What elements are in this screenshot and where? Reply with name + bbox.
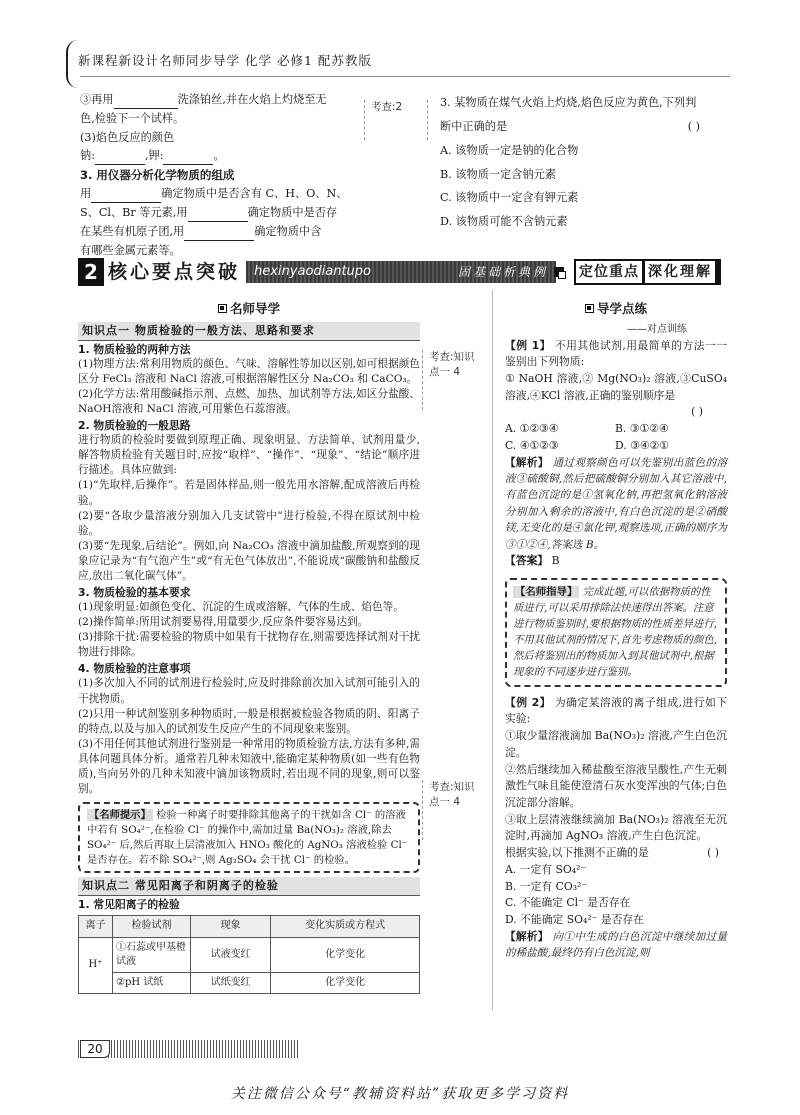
- answer-blank[interactable]: [114, 108, 178, 109]
- heading: 1. 常见阳离子的检验: [78, 898, 180, 912]
- option-d[interactable]: D. ③④②①: [615, 438, 669, 452]
- section-number: 2: [78, 258, 104, 286]
- right-section-title: [505, 300, 727, 318]
- banner-tag-2: 深化理解: [643, 259, 721, 285]
- paragraph: (3)要“先现象,后结论”。例如,向 Na₂CO₃ 溶液中滴加盐酸,所观察到的现象应记录为“有气泡产生”或“有无色气体放出”,不能说成“碳酸钠和盐酸反应,放出二氧化碳气体”。: [78, 539, 420, 582]
- table-cell: 试纸变红: [191, 972, 271, 993]
- heading: 3. 物质检验的基本要求: [78, 585, 191, 599]
- paragraph: (1)“先取样,后操作”。若是固体样品,则一般先用水溶解,配成溶液后再检验。: [78, 479, 420, 507]
- text: 在某些有机原子团,用: [80, 225, 185, 239]
- column-divider: [492, 290, 493, 1010]
- square-icon: [585, 304, 594, 313]
- step: ③取上层清液继续滴加 Ba(NO₃)₂ 溶液至无沉淀时,再滴加 AgNO₃ 溶液,产生白色沉淀。: [505, 812, 727, 843]
- text: 洗涤铂丝,并在火焰上灼烧至无: [177, 93, 327, 106]
- square-outline-icon: [558, 271, 566, 279]
- paragraph: (3)排除干扰:需要检验的物质中如果有干扰物存在,则需要选择试剂对干扰物进行排除。: [78, 631, 420, 659]
- page-number-bar: [78, 1040, 298, 1058]
- cation-table: [78, 915, 420, 994]
- answer-paren[interactable]: ( ): [691, 405, 703, 419]
- text: 断中正确的是: [440, 119, 508, 133]
- text: S、Cl、Br 等元素,用: [80, 206, 188, 220]
- option-c[interactable]: C. 不能确定 Cl⁻ 是否存在: [505, 896, 631, 910]
- square-icon: [218, 304, 227, 313]
- tip-label: 【名师指导】: [515, 585, 578, 598]
- options-row: [505, 438, 727, 455]
- title-text: 名师导学: [229, 301, 280, 316]
- tip-text: 检验一种离子时要排除其他离子的干扰如含 Cl⁻ 的溶液中若有 SO₄²⁻,在检验 Cl⁻ 的操作中,需加过量 Ba(NO₃)₂ 溶液,除去 SO₄²⁻ 后,然后再取上层清液加入 HNO₃ 酸化的 AgNO₃ 溶液检验 Cl⁻ 是否存在。若不除 SO₄²⁻,则 Ag₂SO₄ 会干扰 Cl⁻ 的检验。: [87, 808, 408, 866]
- analysis-tag: 【解析】: [505, 930, 549, 943]
- paragraph: (2)只用一种试剂鉴别多种物质时,一般是根据被检验各物质的阴、阳离子的特点,以及与加入的试剂发生反应产生的不同现象来鉴别。: [78, 707, 420, 735]
- example-tag: 【例 2】: [505, 695, 551, 709]
- section-title: 核心要点突破: [108, 261, 241, 283]
- paragraph: (2)操作简单:所用试剂要易得,用量要少,反应条件要容易达到。: [78, 616, 369, 629]
- ion-cell: H⁺: [79, 937, 113, 994]
- option-a[interactable]: A. 该物质一定是钠的化合物: [440, 143, 579, 157]
- heading: 3. 用仪器分析化学物质的组成: [80, 168, 235, 183]
- knowledge-point-2: 知识点二 常见阳离子和阴离子的检验: [78, 877, 420, 896]
- option-a[interactable]: A. 一定有 SO₄²⁻: [505, 862, 587, 876]
- tip-label: 【名师提示】: [89, 808, 151, 821]
- option-a[interactable]: A. ①②③④: [505, 422, 559, 436]
- heading: 1. 物质检验的两种方法: [78, 342, 191, 356]
- section-banner: [78, 258, 728, 286]
- option-d[interactable]: D. 该物质可能不含钠元素: [440, 215, 568, 229]
- right-column: [505, 322, 727, 962]
- paragraph: (3)不用任何其他试剂进行鉴别是一种常用的物质检验方法,方法有多种,需具体问题具体分析。通常若几种未知液中,能确定某种物质(如一些有色物质),当向另外的几种未知液中滴加该物质时,若出现不同的现象,则可以鉴别。: [78, 737, 420, 795]
- margin-tag: 考查:2: [364, 100, 428, 140]
- example-2: [505, 695, 727, 728]
- tip-text: 完成此题,可以依据物质的性质进行,可以采用排除法快速得出答案。注意进行物质鉴别时,要根据物质的性质差异进行,不用其他试剂的情况下,首先考虑物质的颜色,然后将鉴别出的物质加入到其他试剂中,根据现象的不同逐步进行鉴别。: [513, 585, 718, 679]
- text-line: [80, 224, 360, 241]
- answer-paren-line: [505, 404, 703, 421]
- answer-tag: 【答案】: [505, 554, 549, 568]
- text-line: [80, 92, 360, 109]
- option-c[interactable]: C. ④①②③: [505, 438, 559, 452]
- text-line: 有哪些金属元素等。: [80, 243, 181, 257]
- option-c[interactable]: C. 该物质中一定含有钾元素: [440, 191, 579, 205]
- banner-tag-1: 定位重点: [574, 259, 644, 285]
- question-stem: 3. 某物质在煤气火焰上灼烧,焰色反应为黄色,下列判: [440, 96, 697, 109]
- options-row: [505, 421, 727, 438]
- column-header: 现象: [191, 916, 271, 937]
- text: 确定物质中含: [254, 225, 322, 239]
- analysis-text: 向①中生成的白色沉淀中继续加过量的稀盐酸,最终仍有白色沉淀,则: [505, 930, 728, 960]
- analysis-text: 通过观察颜色可以先鉴别出蓝色的溶液③硫酸铜,然后把硫酸铜分别加入其它溶液中,有蓝色沉淀的是①氢氧化钠,再把氢氧化钠溶液分别加入剩余的溶液中,有白色沉淀的是②硝酸镁,无变化的是④氯化钾,观察选项,正确的顺序为③①②④,答案选 B。: [505, 456, 728, 551]
- answer-blank[interactable]: [91, 202, 161, 203]
- option-d[interactable]: D. 不能确定 SO₄²⁻ 是否存在: [505, 913, 644, 927]
- book-header: 新课程新设计名师同步导学 化学 必修1 配苏教版: [78, 53, 372, 68]
- option-b[interactable]: B. 一定有 CO₃²⁻: [505, 879, 588, 893]
- paragraph: (2)要“各取少量溶液分别加入几支试管中”进行检验,不得在原试剂中检验。: [78, 509, 420, 537]
- question-stem-cont: [440, 116, 730, 138]
- answer-paren[interactable]: ( ): [687, 119, 700, 133]
- top-left-block: [80, 92, 360, 262]
- analysis-1: [505, 455, 727, 553]
- section-pinyin: hexinyaodiantupo: [246, 261, 556, 283]
- analysis-tag: 【解析】: [505, 456, 549, 469]
- answer-paren[interactable]: ( ): [707, 846, 719, 860]
- option-b[interactable]: B. ③①②④: [615, 422, 669, 436]
- text: 钠:: [80, 149, 95, 163]
- section-motto: 固基础析典例: [458, 265, 549, 279]
- left-column: [78, 322, 420, 994]
- answer-blank[interactable]: [95, 164, 145, 165]
- teacher-guide-box: [505, 578, 727, 687]
- paragraph: (1)物理方法:常利用物质的颜色、气味、溶解性等加以区别,如可根据颜色区分 FeCl₃ 溶液和 NaCl 溶液,可根据溶解性区分 Na₂CO₃ 和 CaCO₃。: [78, 357, 420, 385]
- header-rule: [80, 76, 730, 77]
- title-text: 导学点练: [596, 301, 647, 316]
- paragraph: (2)化学方法:常用酸碱指示剂、点燃、加热、加试剂等方法,如区分盐酸、NaOH溶液和 NaCl 溶液,可用紫色石蕊溶液。: [78, 388, 420, 416]
- table-header-row: [79, 916, 420, 937]
- table-cell: ①石蕊或甲基橙试液: [113, 937, 191, 972]
- paragraph: (1)多次加入不同的试剂进行检验时,应及时排除前次加入试剂可能引入的干扰物质。: [78, 677, 420, 705]
- option-b[interactable]: B. 该物质一定含钠元素: [440, 167, 557, 181]
- text: 确定物质中是否存: [247, 206, 338, 220]
- example-text: 为确定某溶液的离子组成,进行如下实验:: [505, 695, 727, 726]
- step: ①取少量溶液滴加 Ba(NO₃)₂ 溶液,产生白色沉淀。: [505, 729, 727, 759]
- text: 根据实验,以下推测不正确的是: [505, 846, 649, 860]
- margin-tag-example-2: 考查:知识点一 4: [422, 780, 482, 840]
- table-cell: 化学变化: [271, 937, 420, 972]
- table-row: [79, 972, 420, 993]
- column-header: 变化实质或方程式: [271, 916, 420, 937]
- text-line: 色,检验下一个试样。: [80, 111, 185, 125]
- example-1: [505, 338, 727, 371]
- text: 。: [213, 149, 225, 163]
- paragraph: 进行物质的检验时要做到原理正确、现象明显、方法简单、试剂用量少,解答物质检验有关题目时,应按“取样”、“操作”、“现象”、“结论”顺序进行描述。具体应做到:: [78, 434, 420, 477]
- example-text: 不用其他试剂,用最简单的方法一一鉴别出下列物质:: [505, 338, 727, 369]
- answer-blank[interactable]: [184, 240, 254, 241]
- margin-tag-example-1: 考查:知识点一 4: [422, 350, 482, 410]
- table-cell: 试液变红: [191, 937, 271, 972]
- left-section-title: [78, 300, 420, 318]
- example-1-items: ① NaOH 溶液,② Mg(NO₃)₂ 溶液,③CuSO₄ 溶液,④KCl 溶液,正确的鉴别顺序是: [505, 371, 727, 402]
- table-row: [79, 937, 420, 972]
- example-tag: 【例 1】: [505, 338, 551, 352]
- answer-blank[interactable]: [163, 164, 213, 165]
- text-line: (3)焰色反应的颜色: [80, 130, 175, 144]
- text: ③再用: [80, 93, 114, 106]
- paragraph: (1)现象明显:如颜色变化、沉淀的生成或溶解、气体的生成、焰色等。: [78, 601, 404, 614]
- text: ,钾:: [144, 149, 164, 163]
- answer-text: B: [551, 554, 560, 568]
- text-line: [80, 205, 360, 222]
- table-cell: ②pH 试纸: [113, 972, 191, 993]
- text: 用: [80, 187, 92, 201]
- subtitle: ——对点训练: [627, 324, 687, 335]
- heading: 2. 物质检验的一般思路: [78, 419, 191, 433]
- column-header: 检验试剂: [113, 916, 191, 937]
- answer-blank[interactable]: [188, 221, 248, 222]
- footer-note: 关注微信公众号“教辅资料站”获取更多学习资料: [230, 1086, 570, 1102]
- text: 确定物质中是否含有 C、H、O、N、: [161, 187, 348, 201]
- answer-1: [505, 553, 727, 570]
- question-3: [440, 92, 730, 235]
- teacher-tip-box: [78, 802, 420, 874]
- column-header: 离子: [79, 916, 113, 937]
- knowledge-point-1: 知识点一 物质检验的一般方法、思路和要求: [78, 322, 420, 341]
- heading: 4. 物质检验的注意事项: [78, 662, 191, 676]
- question-line: [505, 845, 727, 862]
- text-line: [80, 186, 360, 203]
- table-cell: 化学变化: [271, 972, 420, 993]
- analysis-2: [505, 929, 727, 962]
- text-line: [80, 148, 360, 165]
- page-number: 20: [80, 1040, 110, 1058]
- step: ②然后继续加入稀盐酸至溶液呈酸性,产生无刺激性气味且能使澄清石灰水变浑浊的气体;白色沉淀部分溶解。: [505, 762, 727, 809]
